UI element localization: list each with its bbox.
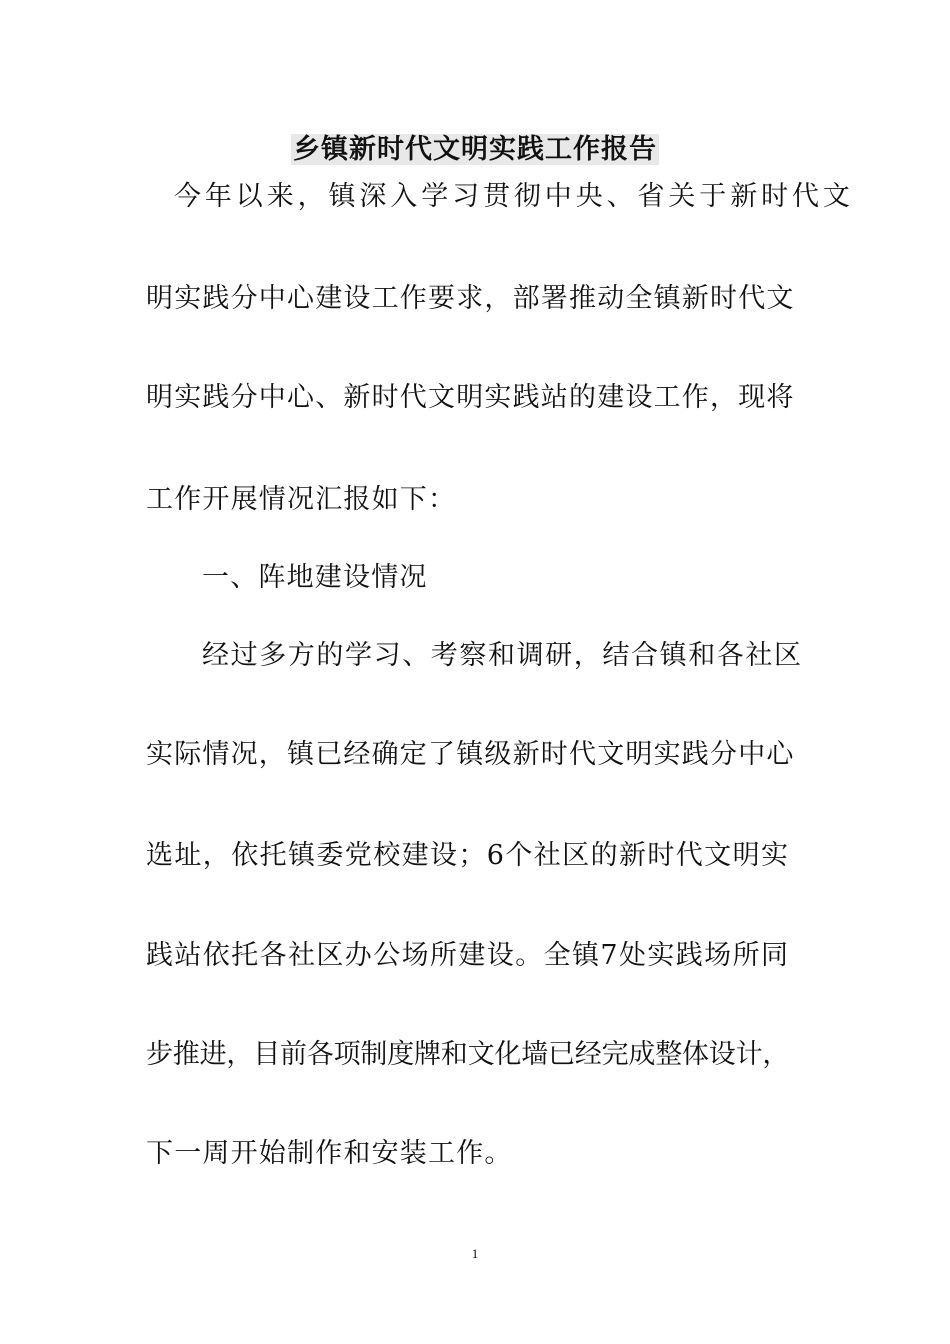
paragraph-line: 实际情况，镇已经确定了镇级新时代文明实践分中心	[146, 739, 795, 770]
title-text: 乡镇新时代文明实践工作报告	[293, 134, 657, 165]
paragraph-line: 下一周开始制作和安装工作。	[146, 1138, 513, 1169]
paragraph-line: 明实践分中心、新时代文明实践站的建设工作，现将	[146, 382, 795, 413]
paragraph-line: 今年以来，镇深入学习贯彻中央、省关于新时代文	[174, 181, 854, 212]
document-title	[0, 128, 950, 172]
page-number: 1	[471, 1246, 479, 1261]
paragraph-line: 选址，依托镇委党校建设；6个社区的新时代文明实	[146, 840, 790, 871]
paragraph-line: 践站依托各社区办公场所建设。全镇7处实践场所同	[146, 940, 790, 971]
paragraph-line: 经过多方的学习、考察和调研，结合镇和各社区	[202, 640, 803, 671]
paragraph-line: 步推进，目前各项制度牌和文化墙已经完成整体设计，	[146, 1039, 790, 1070]
paragraph-line: 明实践分中心建设工作要求，部署推动全镇新时代文	[146, 283, 795, 314]
paragraph-line: 工作开展情况汇报如下：	[146, 484, 457, 515]
section-heading: 一、阵地建设情况	[202, 562, 428, 593]
